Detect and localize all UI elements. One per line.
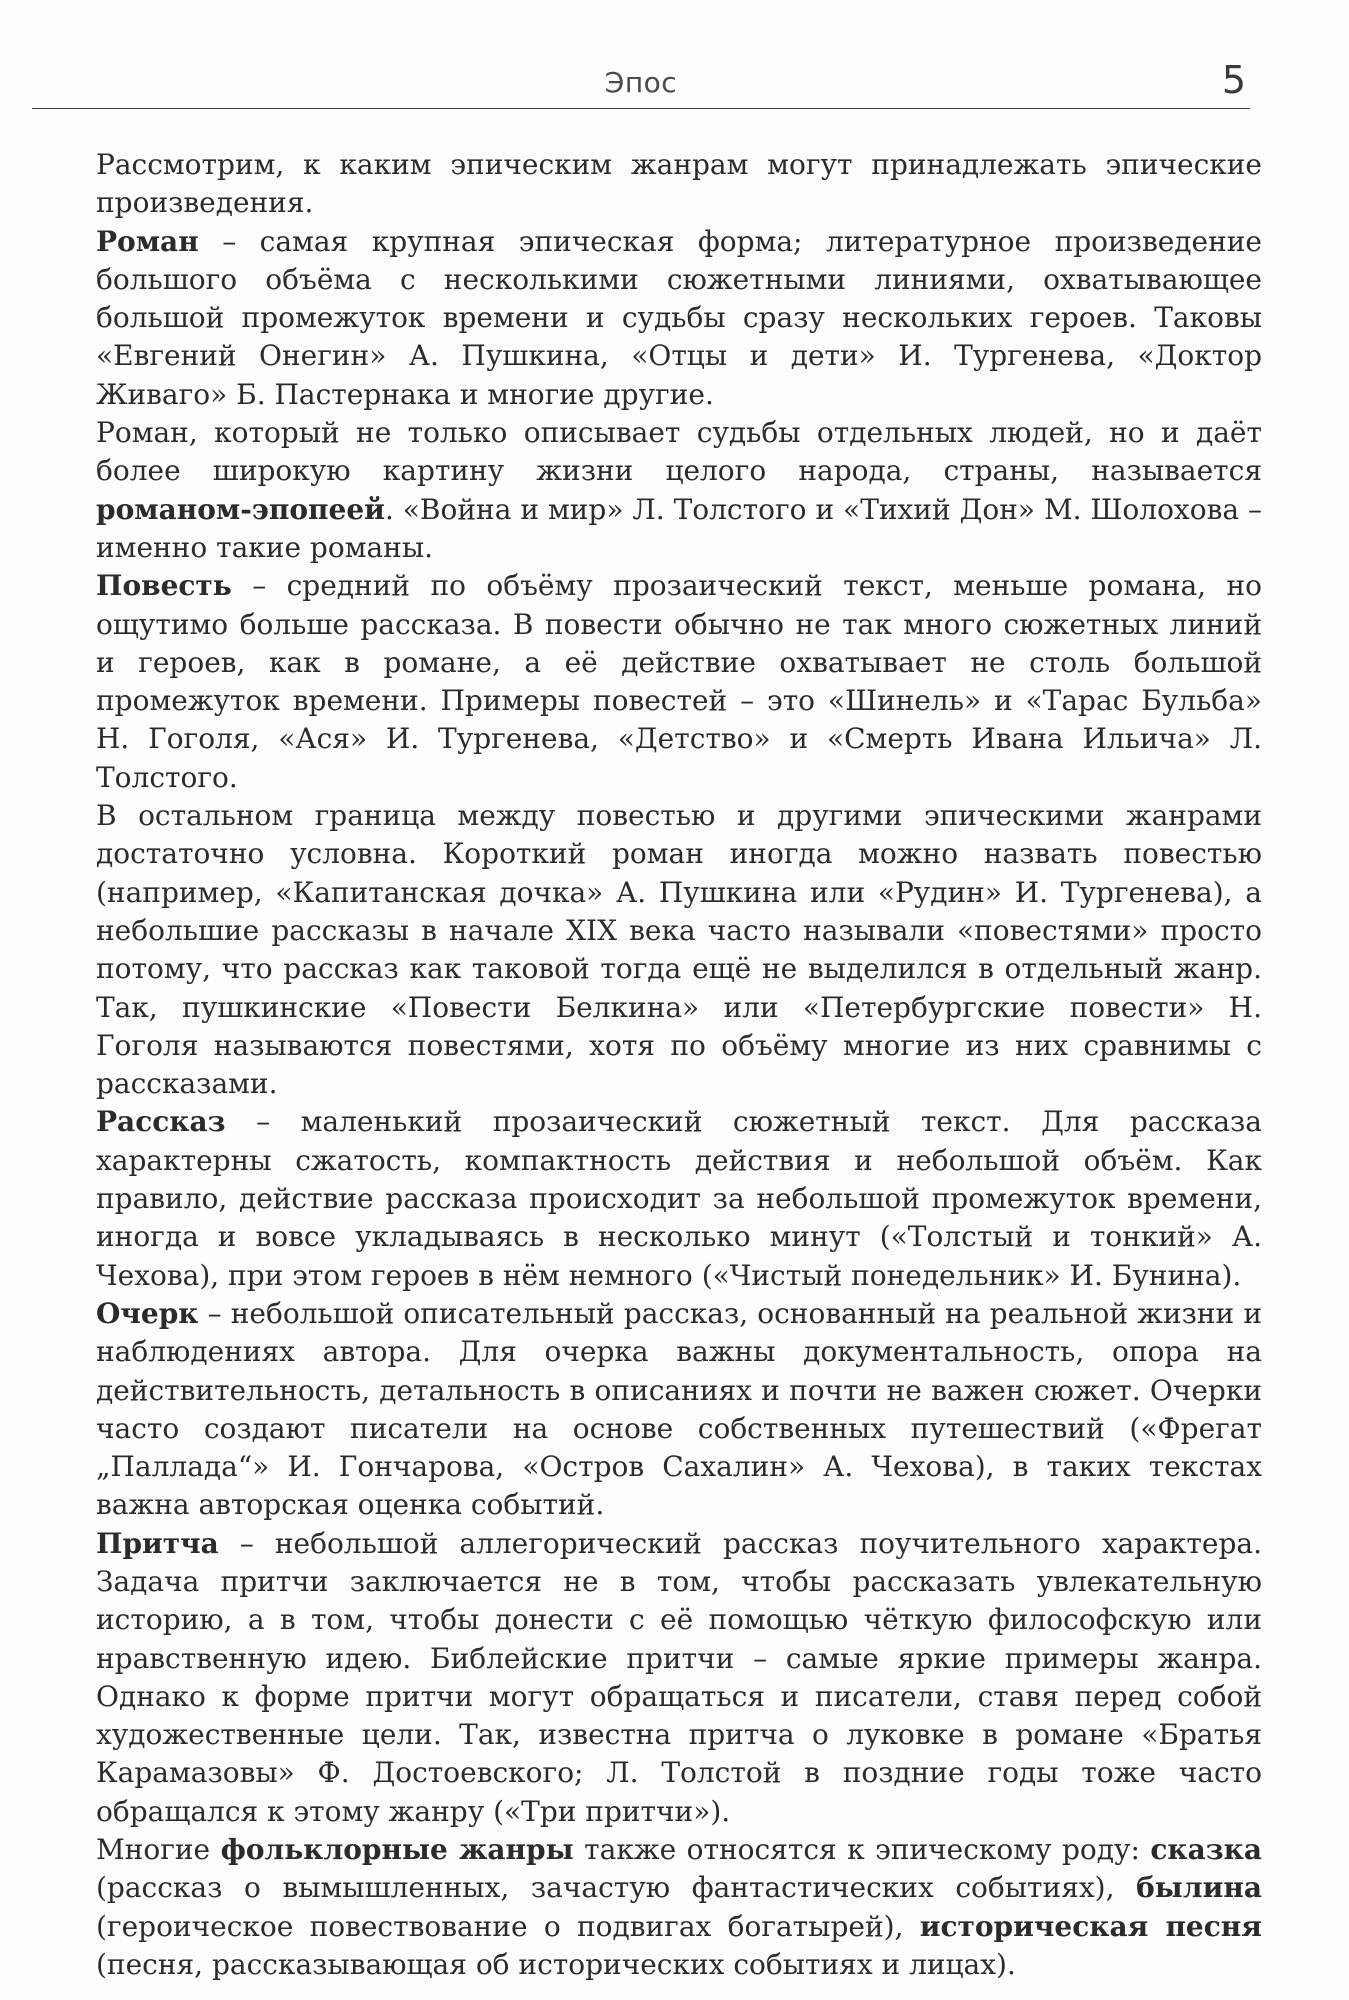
paragraph-folklor	[96, 1831, 1262, 1984]
section-title: Эпос	[604, 66, 678, 99]
term-ocherk-0: Очерк	[96, 1296, 199, 1330]
paragraph-ocherk	[96, 1295, 1262, 1525]
term-folklor-5: былина	[1136, 1871, 1262, 1905]
term-folklor-7: историческая песня	[919, 1909, 1262, 1943]
term-folklor-3: сказка	[1150, 1833, 1262, 1867]
paragraph-rasskaz	[96, 1103, 1262, 1294]
paragraph-granica	[96, 797, 1262, 1103]
text-pritcha-1: – небольшой аллегорический рассказ поучительного характера. Задача притчи заключается не в том, чтобы рассказать увлекательную историю, а в том, чтобы донести с её помощью чёткую философскую или нравственную идею. Библейские притчи – самые яркие примеры жанра. Однако к форме притчи могут обращаться и писатели, ставя перед собой художественные цели. Так, известна притча о луковке в романе «Братья Карамазовы» Ф. Достоевского; Л. Толстой в поздние годы тоже часто обращался к этому жанру («Три притчи»).	[96, 1526, 1262, 1828]
text-roman-1: – самая крупная эпическая форма; литературное произведение большого объёма с несколькими сюжетными линиями, охватывающее большой промежуток времени и судьбы сразу нескольких героев. Таковы «Евгений Онегин» А. Пушкина, «Отцы и дети» И. Тургенева, «Доктор Живаго» Б. Пастернака и многие другие.	[96, 224, 1262, 411]
paragraph-intro	[96, 146, 1262, 223]
text-folklor-2: также относятся к эпическому роду:	[573, 1833, 1151, 1867]
term-roman-epopeya-1: романом-эпопеей	[96, 492, 385, 526]
text-rasskaz-1: – маленький прозаический сюжетный текст. Для рассказа характерны сжатость, компактность действия и небольшой объём. Как правило, действие рассказа происходит за небольшой промежуток времени, иногда и вовсе укладываясь в несколько минут («Толстый и тонкий» А. Чехова), при этом героев в нём немного («Чистый понедельник» И. Бунина).	[96, 1105, 1262, 1292]
text-granica-0: В остальном граница между повестью и другими эпическими жанрами достаточно условна. Короткий роман иногда можно назвать повестью (например, «Капитанская дочка» А. Пушкина или «Рудин» И. Тургенева), а небольшие рассказы в начале XIX века часто называли «повестями» просто потому, что рассказ как таковой тогда ещё не выделился в отдельный жанр. Так, пушкинские «Повести Белкина» или «Петербургские повести» Н. Гоголя называются повестями, хотя по объёму многие из них сравнимы с рассказами.	[96, 799, 1262, 1101]
running-header	[32, 58, 1250, 109]
text-folklor-0: Многие	[96, 1833, 221, 1867]
term-folklor-1: фольклорные жанры	[220, 1833, 574, 1867]
page-number: 5	[1221, 58, 1246, 102]
paragraph-povest	[96, 567, 1262, 797]
text-ocherk-1: – небольшой описательный рассказ, основанный на реальной жизни и наблюдениях автора. Для очерка важны документальность, опора на действительность, детальность в описаниях и почти не важен сюжет. Очерки часто создают писатели на основе собственных путешествий («Фрегат „Паллада“» И. Гончарова, «Остров Сахалин» А. Чехова), в таких текстах важна авторская оценка событий.	[96, 1296, 1262, 1522]
body-text	[96, 146, 1262, 1984]
text-roman-epopeya-2: . «Война и мир» Л. Толстого и «Тихий Дон» М. Шолохова – именно такие романы.	[96, 492, 1262, 564]
text-folklor-6: (героическое повествование о подвигах богатырей),	[96, 1909, 920, 1943]
text-folklor-4: (рассказ о вымышленных, зачастую фантастических событиях),	[96, 1871, 1137, 1905]
term-pritcha-0: Притча	[96, 1526, 219, 1560]
term-povest-0: Повесть	[96, 569, 232, 603]
text-intro-0: Рассмотрим, к каким эпическим жанрам могут принадлежать эпические произведения.	[96, 148, 1262, 220]
paragraph-pritcha	[96, 1525, 1262, 1831]
paragraph-roman	[96, 223, 1262, 414]
term-roman-0: Роман	[96, 224, 199, 258]
paragraph-roman-epopeya	[96, 414, 1262, 567]
term-rasskaz-0: Рассказ	[96, 1105, 226, 1139]
text-povest-1: – средний по объёму прозаический текст, меньше романа, но ощутимо больше рассказа. В повести обычно не так много сюжетных линий и героев, как в романе, а её действие охватывает не столь большой промежуток времени. Примеры повестей – это «Шинель» и «Тарас Бульба» Н. Гоголя, «Ася» И. Тургенева, «Детство» и «Смерть Ивана Ильича» Л. Толстого.	[96, 569, 1262, 794]
text-folklor-8: (песня, рассказывающая об исторических событиях и лицах).	[96, 1947, 1016, 1981]
text-roman-epopeya-0: Роман, который не только описывает судьбы отдельных людей, но и даёт более широкую картину жизни целого народа, страны, называется	[96, 416, 1262, 488]
